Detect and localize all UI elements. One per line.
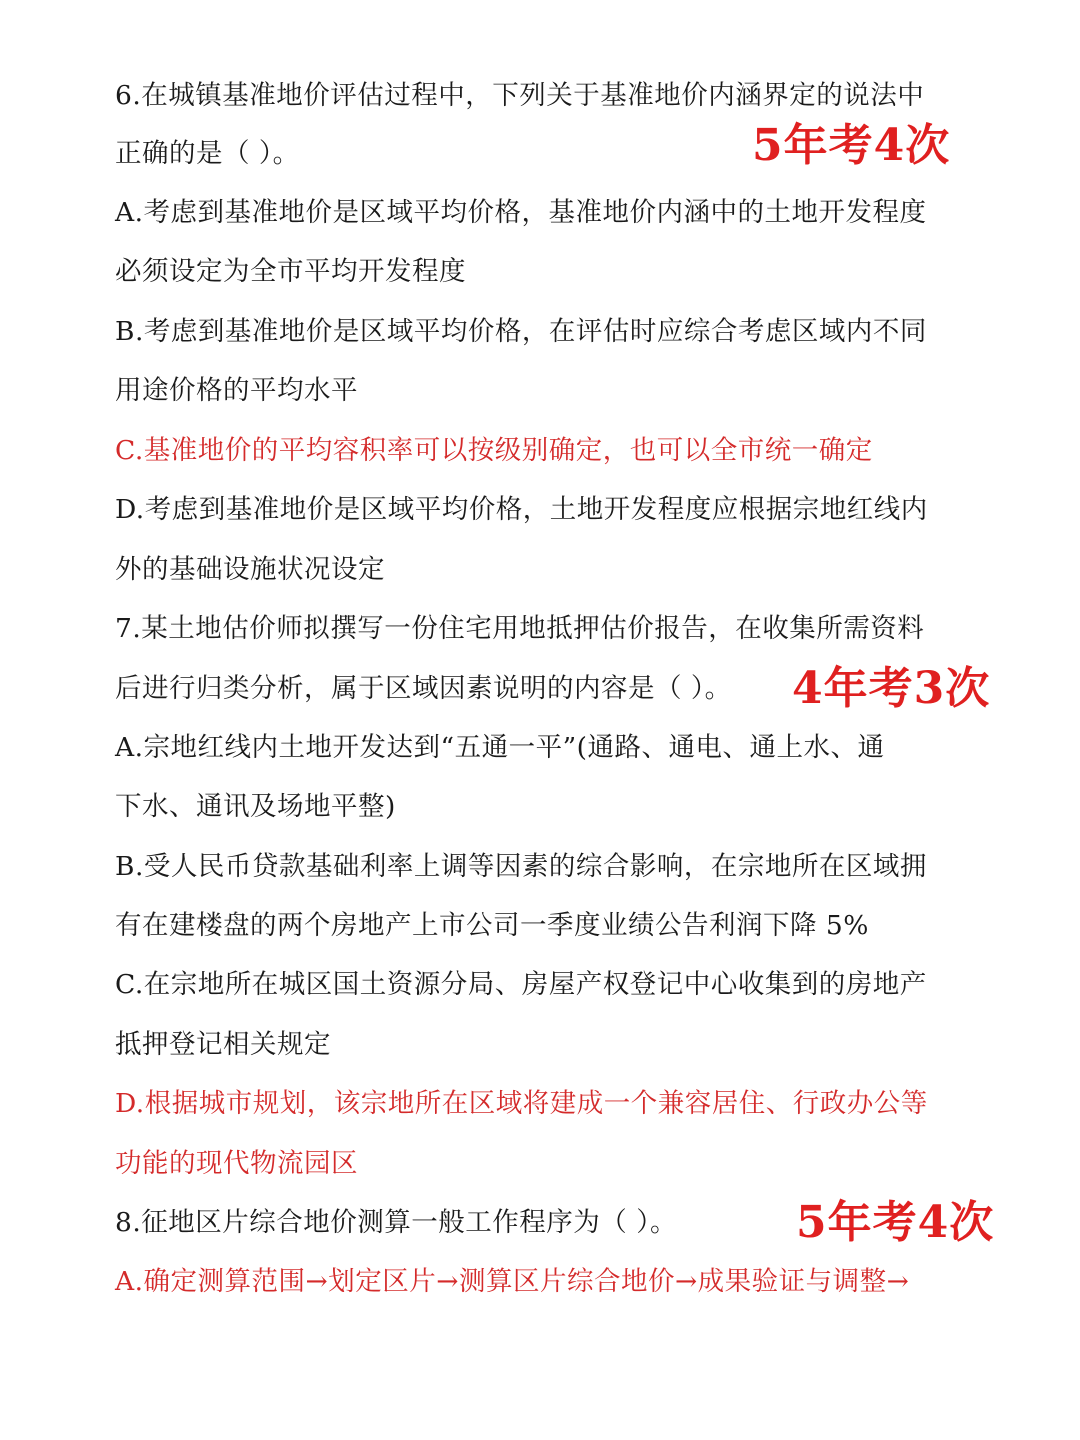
question-6-option-a-line-2: 必须设定为全市平均开发程度: [115, 256, 466, 287]
frequency-badge-q7: 4年考3次: [792, 663, 991, 714]
question-7-option-b-line-2: 有在建楼盘的两个房地产上市公司一季度业绩公告利润下降 5%: [115, 910, 869, 941]
frequency-badge-q6: 5年考4次: [752, 120, 951, 171]
question-6-option-c-answer: C.基准地价的平均容积率可以按级别确定，也可以全市统一确定: [115, 435, 873, 466]
question-6-option-a-line-1: A.考虑到基准地价是区域平均价格，基准地价内涵中的土地开发程度: [115, 197, 927, 228]
frequency-badge-q8: 5年考4次: [796, 1197, 995, 1248]
question-6-option-b-line-2: 用途价格的平均水平: [115, 375, 358, 406]
question-7-option-a-line-2: 下水、通讯及场地平整): [115, 791, 396, 822]
question-7-option-a-line-1: A.宗地红线内土地开发达到“五通一平”(通路、通电、通上水、通: [115, 732, 885, 763]
question-6-stem-line-1: 6.在城镇基准地价评估过程中，下列关于基准地价内涵界定的说法中: [115, 80, 925, 111]
question-7-option-d-answer-line-1: D.根据城市规划，该宗地所在区域将建成一个兼容居住、行政办公等: [115, 1088, 928, 1119]
question-6-option-b-line-1: B.考虑到基准地价是区域平均价格，在评估时应综合考虑区域内不同: [115, 316, 927, 347]
question-6-option-d-line-2: 外的基础设施状况设定: [115, 554, 385, 585]
question-7-option-c-line-1: C.在宗地所在城区国土资源分局、房屋产权登记中心收集到的房地产: [115, 969, 927, 1000]
question-7-option-c-line-2: 抵押登记相关规定: [115, 1029, 331, 1060]
question-8-option-a-answer: A.确定测算范围→划定区片→测算区片综合地价→成果验证与调整→: [115, 1266, 910, 1297]
question-8-stem: 8.征地区片综合地价测算一般工作程序为（ ）。: [115, 1207, 677, 1238]
question-7-option-d-answer-line-2: 功能的现代物流园区: [115, 1148, 358, 1179]
question-7-option-b-line-1: B.受人民币贷款基础利率上调等因素的综合影响，在宗地所在区域拥: [115, 851, 927, 882]
question-6-stem-line-2: 正确的是（ ）。: [115, 138, 300, 169]
question-6-option-d-line-1: D.考虑到基准地价是区域平均价格，土地开发程度应根据宗地红线内: [115, 494, 928, 525]
question-7-stem-line-2: 后进行归类分析，属于区域因素说明的内容是（ ）。: [115, 673, 732, 704]
question-7-stem-line-1: 7.某土地估价师拟撰写一份住宅用地抵押估价报告，在收集所需资料: [115, 613, 925, 644]
